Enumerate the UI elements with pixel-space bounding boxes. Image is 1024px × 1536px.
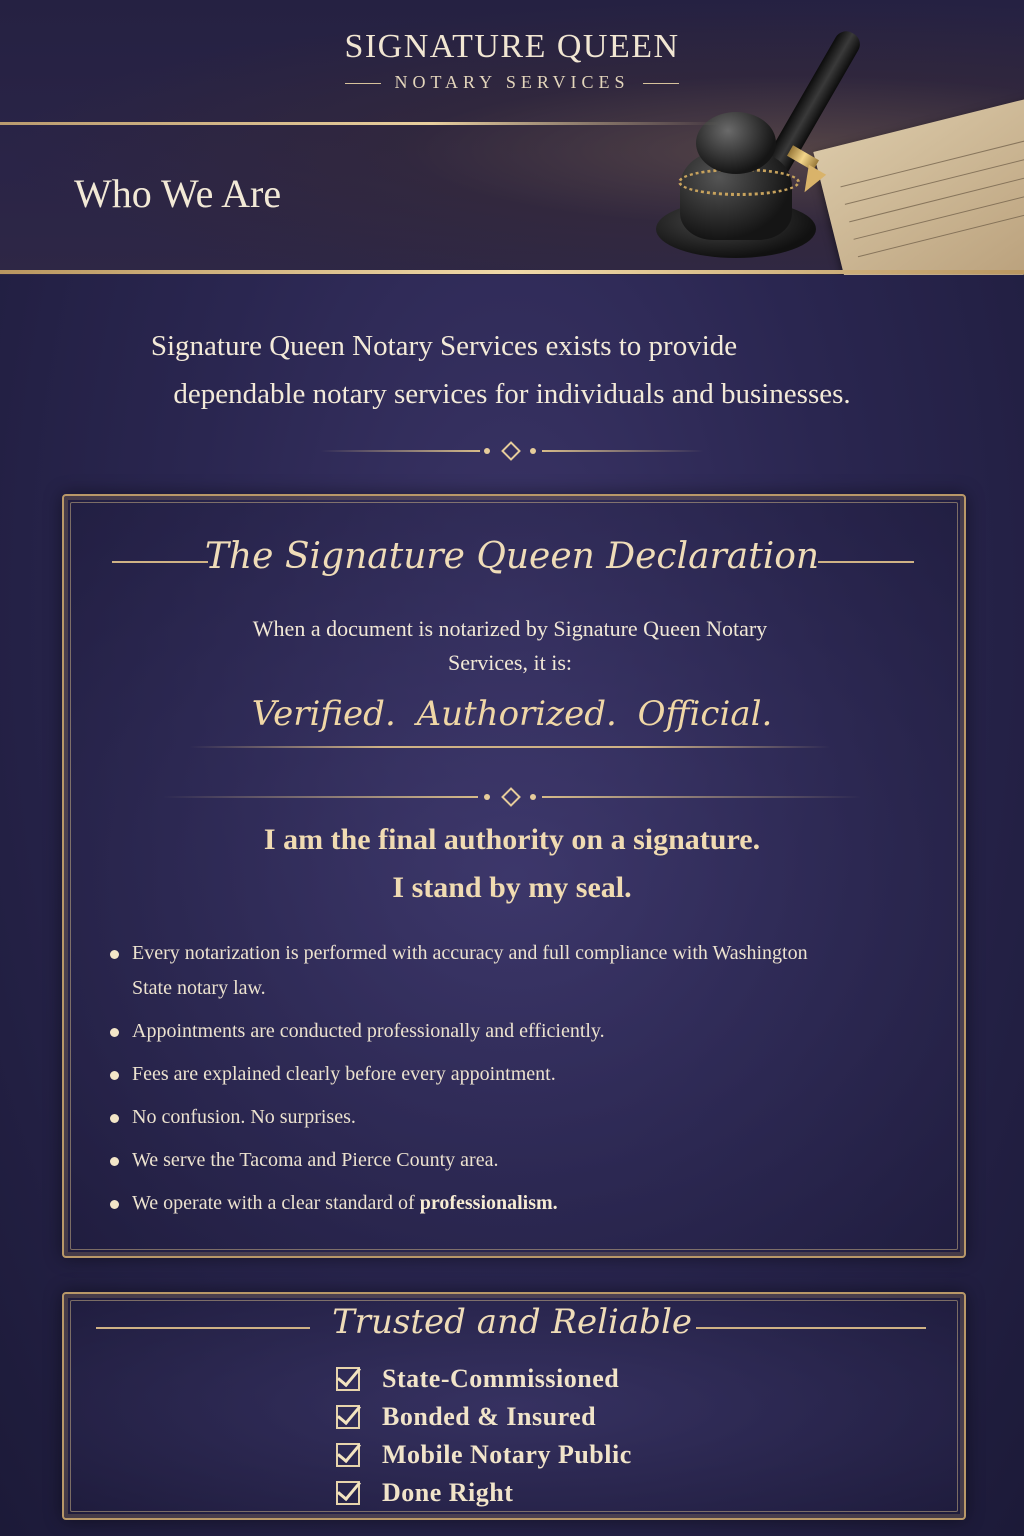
checklist-label: State-Commissioned — [382, 1364, 620, 1393]
header-banner — [0, 0, 1024, 275]
checklist-item — [336, 1474, 632, 1512]
checklist-label: Done Right — [382, 1478, 514, 1507]
list-item: We serve the Tacoma and Pierce County area. — [110, 1143, 830, 1178]
list-item-emphasis: professionalism. — [419, 1192, 558, 1214]
authority-statement — [0, 816, 1024, 912]
declaration-lead-line-1: When a document is notarized by Signature Queen Notary — [252, 616, 768, 641]
declaration-tagline: Verified. Authorized. Official. — [251, 694, 773, 734]
ornament-divider-2 — [162, 790, 862, 804]
checklist-label: Mobile Notary Public — [382, 1440, 632, 1469]
list-item-text: We operate with a clear standard of — [132, 1192, 415, 1214]
ornament-divider — [320, 444, 704, 458]
section-title: Who We Are — [74, 171, 282, 216]
declaration-bullet-list — [110, 936, 830, 1229]
list-item — [110, 1186, 830, 1221]
tagline-underline — [190, 746, 830, 748]
checkbox-checked-icon — [336, 1481, 360, 1505]
trusted-title: Trusted and Reliable — [332, 1302, 692, 1342]
checklist-label: Bonded & Insured — [382, 1402, 597, 1431]
declaration-title: The Signature Queen Declaration — [204, 536, 820, 577]
trusted-checklist — [336, 1360, 632, 1512]
checkbox-checked-icon — [336, 1367, 360, 1391]
checklist-item — [336, 1436, 632, 1474]
document-paper-image — [813, 89, 1024, 275]
list-item: Every notarization is performed with accuracy and full compliance with Washington State notary law. — [110, 936, 830, 1006]
list-item: Appointments are conducted professionally and efficiently. — [110, 1014, 830, 1049]
header-divider — [0, 122, 720, 125]
brand-title: SIGNATURE QUEEN — [344, 28, 680, 65]
intro-paragraph — [0, 322, 1024, 418]
intro-line-2: dependable notary services for individuals and businesses. — [173, 378, 851, 410]
brand-subtitle-text: NOTARY SERVICES — [394, 72, 630, 92]
header-bottom-border — [0, 270, 1024, 274]
checklist-item — [336, 1360, 632, 1398]
list-item: Fees are explained clearly before every appointment. — [110, 1057, 830, 1092]
list-item: No confusion. No surprises. — [110, 1100, 830, 1135]
brand-subtitle — [0, 72, 1024, 93]
checklist-item — [336, 1398, 632, 1436]
checkbox-checked-icon — [336, 1405, 360, 1429]
declaration-lead-line-2: Services, it is: — [447, 650, 573, 675]
authority-line-1: I am the final authority on a signature. — [263, 823, 761, 856]
authority-line-2: I stand by my seal. — [392, 871, 632, 904]
declaration-lead — [150, 612, 870, 680]
checkbox-checked-icon — [336, 1443, 360, 1467]
intro-line-1: Signature Queen Notary Services exists to provide — [150, 330, 738, 362]
